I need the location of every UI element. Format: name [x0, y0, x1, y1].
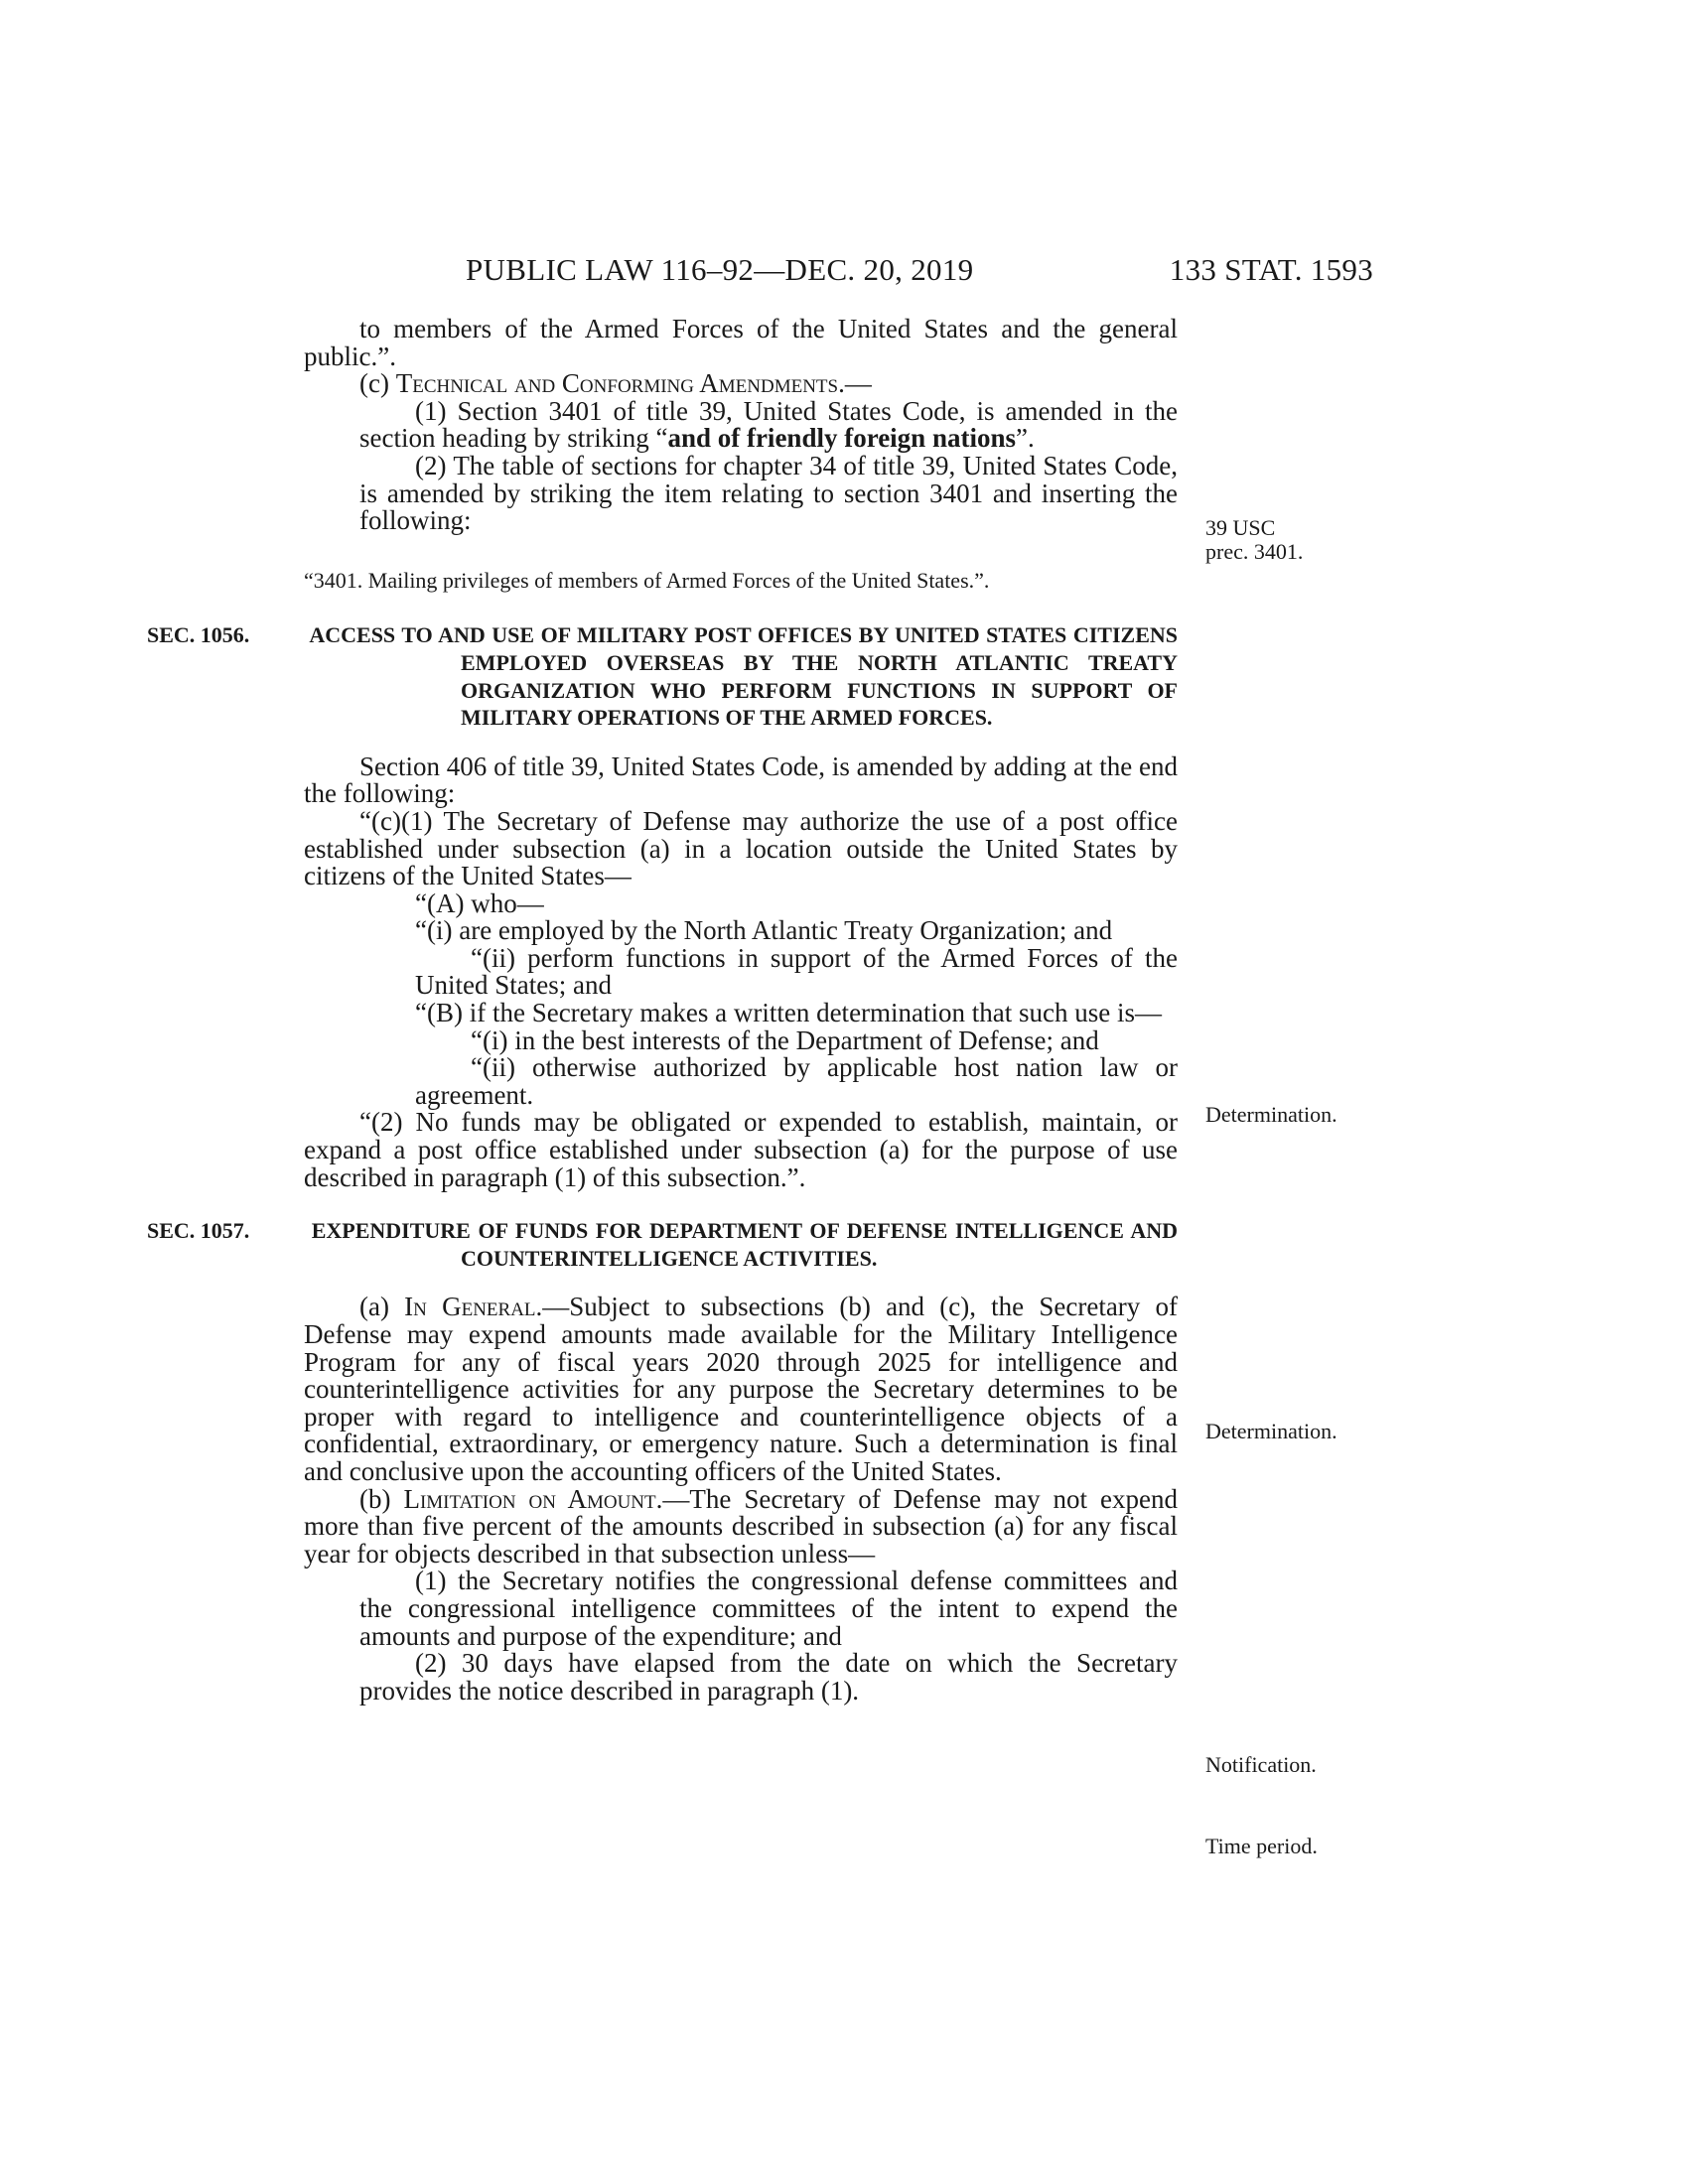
subsection-c: (c) Technical and Conforming Amendments.—: [359, 368, 872, 399]
margin-note-time-period: Time period.: [1205, 1834, 1318, 1858]
margin-note-determination: Determination.: [1205, 1419, 1337, 1443]
paragraph-c2: (2) The table of sections for chapter 34 of title 39, United States Code, is amended by striking the item relating to section 3401 and inserting the following:: [359, 450, 1178, 536]
page-header: [298, 252, 1373, 292]
subsection-heading: Technical and Conforming Amendments: [395, 368, 839, 399]
section-1056-c1: “(c)(1) The Secretary of Defense may authorize the use of a post office established under subsection (a) in a location outside the United States by citizens of the United States—: [304, 805, 1178, 891]
section-1056-A-ii: “(ii) perform functions in support of the Armed Forces of the United States; and: [415, 942, 1178, 1001]
paragraph-b1: (1) the Secretary notifies the congressional defense committees and the congressional intelligence committees of the intent to expend the amounts and purpose of the expenditure; and: [359, 1566, 1178, 1651]
subsection-a: (a) In General.—Subject to subsections (b) and (c), the Secretary of Defense may expend amounts made available for the Military Intelligence Program for any of fiscal years 2020 through 2025 for intelligence and counterintelligence activities for any purpose the Secretary determines to be proper with regard to intelligence and counterintelligence objects of a confidential, extraordinary, or emergency nature. Such a determination is final and conclusive upon the accounting officers of the United States.: [304, 1292, 1178, 1486]
subsection-b: (b) Limitation on Amount.—The Secretary of Defense may not expend more than five percent of the amounts described in subsection (a) for any fiscal year for objects described in that subsection unless—: [304, 1483, 1178, 1569]
section-title: ACCESS TO AND USE OF MILITARY POST OFFICES BY UNITED STATES CITIZENS EMPLOYED OVERSEAS BY THE NORTH ATLANTIC TREATY ORGANIZATION WHO PERFORM FUNCTIONS IN SUPPORT OF MILITARY OPERATIONS OF THE ARMED FORCES.: [309, 622, 1178, 731]
section-1056-A: “(A) who—: [415, 887, 544, 918]
section-heading-1056: SEC. 1056. ACCESS TO AND USE OF MILITARY POST OFFICES BY UNITED STATES CITIZENS EMPLOYED OVERSEAS BY THE NORTH ATLANTIC TREATY ORGANIZATION WHO PERFORM FUNCTIONS IN SUPPORT OF MILITARY OPERATIONS OF THE ARMED FORCES.: [147, 622, 1178, 731]
section-1056-A-i: “(i) are employed by the North Atlantic Treaty Organization; and: [415, 915, 1113, 946]
running-head: PUBLIC LAW 116–92—DEC. 20, 2019: [466, 252, 974, 287]
paragraph-c1: (1) Section 3401 of title 39, United States Code, is amended in the section heading by striking “and of friendly foreign nations”.: [359, 395, 1178, 454]
paragraph-continuation: to members of the Armed Forces of the United States and the general public.”.: [304, 314, 1178, 371]
margin-note-notification: Notification.: [1205, 1752, 1317, 1777]
margin-note-usc: 39 USC prec. 3401.: [1205, 515, 1304, 564]
document-body: [147, 314, 1179, 1706]
struck-text: and of friendly foreign nations: [667, 423, 1016, 454]
section-1056-B-ii: “(ii) otherwise authorized by applicable host nation law or agreement.: [415, 1052, 1178, 1110]
section-1056-B: “(B) if the Secretary makes a written determination that such use is—: [415, 998, 1163, 1028]
subsection-heading: Limitation on Amount: [403, 1483, 656, 1514]
margin-note-determination: Determination.: [1205, 1102, 1337, 1127]
table-of-sections-item: “3401. Mailing privileges of members of Armed Forces of the United States.”.: [304, 567, 990, 593]
subsection-heading: In General: [404, 1292, 536, 1322]
section-title: EXPENDITURE OF FUNDS FOR DEPARTMENT OF DEFENSE INTELLIGENCE AND COUNTERINTELLIGENCE ACTIVITIES.: [311, 1218, 1179, 1271]
statute-page-number: 133 STAT. 1593: [1169, 252, 1373, 287]
section-1056-intro: Section 406 of title 39, United States Code, is amended by adding at the end the following:: [304, 751, 1178, 809]
paragraph-b2: (2) 30 days have elapsed from the date on which the Secretary provides the notice described in paragraph (1).: [359, 1648, 1178, 1706]
section-1056-B-i: “(i) in the best interests of the Department of Defense; and: [471, 1024, 1099, 1055]
section-1056-c2: “(2) No funds may be obligated or expended to establish, maintain, or expand a post office established under subsection (a) for the purpose of use described in paragraph (1) of this subsection.”.: [304, 1107, 1178, 1192]
section-heading-1057: SEC. 1057. EXPENDITURE OF FUNDS FOR DEPARTMENT OF DEFENSE INTELLIGENCE AND COUNTERINTELLIGENCE ACTIVITIES.: [147, 1218, 1179, 1271]
